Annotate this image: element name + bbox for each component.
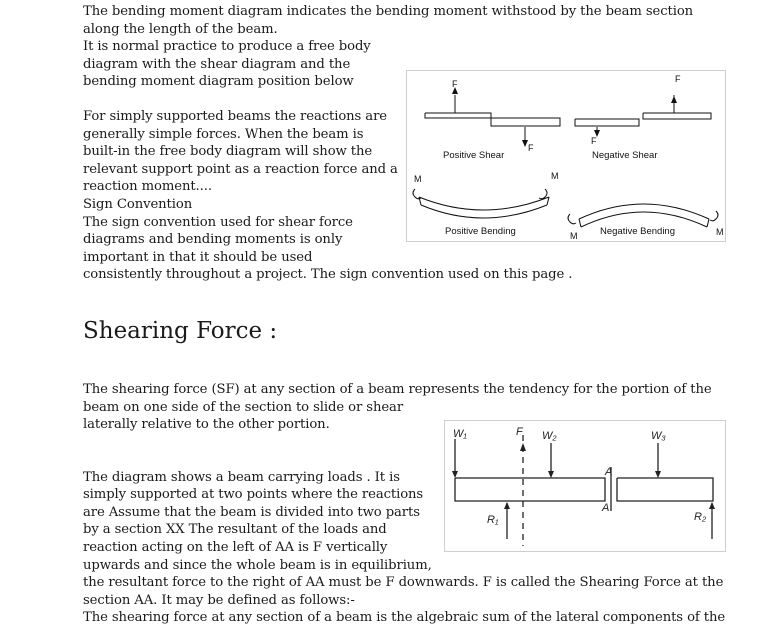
paragraph-line: built-in the free body diagram will show the	[83, 144, 373, 160]
section-heading-shearing-force: Shearing Force :	[83, 318, 278, 344]
sign-convention-diagram	[407, 71, 725, 241]
load-w1-label: W₁	[453, 428, 467, 440]
shear-force-label: F	[516, 426, 523, 438]
paragraph-line: simply supported at two points where the reactions	[83, 487, 424, 503]
paragraph-line: relevant support point as a reaction force and a	[83, 161, 398, 177]
load-w3-label: W₃	[651, 430, 666, 442]
paragraph-line: important in that it should be used	[83, 249, 313, 265]
subheading-sign-convention: Sign Convention	[83, 197, 193, 212]
positive-shear-label: Positive Shear	[443, 150, 505, 161]
paragraph-line: along the length of the beam.	[83, 21, 278, 37]
paragraph-line: reaction acting on the left of AA is F vertically	[83, 540, 388, 555]
paragraph-line: The shearing force (SF) at any section of a beam represents the tendency for the portion of the	[83, 382, 712, 397]
paragraph-line: upwards and since the whole beam is in equilibrium,	[83, 557, 432, 573]
paragraph-line: diagram with the shear diagram and the	[83, 56, 351, 72]
reaction-r2-label: R₂	[694, 511, 707, 523]
paragraph-line: the resultant force to the right of AA must be F downwards. F is called the Shearing Force at the	[83, 575, 724, 591]
reaction-r1-label: R₁	[487, 514, 499, 526]
paragraph-line: beam on one side of the section to slide or shear	[83, 399, 404, 415]
paragraph-line: The bending moment diagram indicates the bending moment withstood by the beam section	[83, 4, 694, 19]
sign-convention-figure	[406, 70, 726, 242]
paragraph-line: The sign convention used for shear force	[83, 214, 353, 230]
beam-loading-figure	[444, 420, 726, 552]
paragraph-line: are Assume that the beam is divided into two parts	[83, 504, 420, 520]
paragraph-line: laterally relative to the other portion.	[83, 417, 330, 433]
beam-loading-diagram	[445, 421, 725, 551]
moment-label: M	[414, 174, 422, 184]
paragraph-line: generally simple forces. When the beam is	[83, 126, 364, 142]
paragraph-line: It is normal practice to produce a free body	[83, 39, 371, 55]
force-label: F	[528, 143, 534, 153]
moment-label: M	[716, 227, 724, 237]
positive-bending-label: Positive Bending	[445, 226, 516, 237]
paragraph-line: For simply supported beams the reactions are	[83, 109, 387, 124]
load-w2-label: W₂	[542, 430, 557, 442]
paragraph-line: reaction moment....	[83, 179, 212, 195]
paragraph-line: consistently throughout a project. The sign convention used on this page .	[83, 267, 573, 283]
moment-label: M	[570, 231, 578, 241]
paragraph-line: by a section XX The resultant of the loads and	[83, 522, 387, 538]
moment-label: M	[551, 171, 559, 181]
section-a-top-label: A	[605, 466, 613, 478]
paragraph-line: bending moment diagram position below	[83, 74, 354, 90]
force-label: F	[452, 79, 458, 89]
force-label: F	[675, 74, 681, 84]
paragraph-line: The diagram shows a beam carrying loads . It is	[83, 469, 400, 485]
paragraph-line: section AA. It may be defined as follows:-	[83, 592, 355, 608]
negative-shear-label: Negative Shear	[592, 150, 658, 161]
section-a-bottom-label: A	[602, 502, 610, 514]
negative-bending-label: Negative Bending	[600, 226, 675, 237]
paragraph-line: diagrams and bending moments is only	[83, 232, 343, 248]
force-label: F	[591, 136, 597, 146]
paragraph-line: The shearing force at any section of a beam is the algebraic sum of the lateral components of the	[83, 610, 726, 626]
